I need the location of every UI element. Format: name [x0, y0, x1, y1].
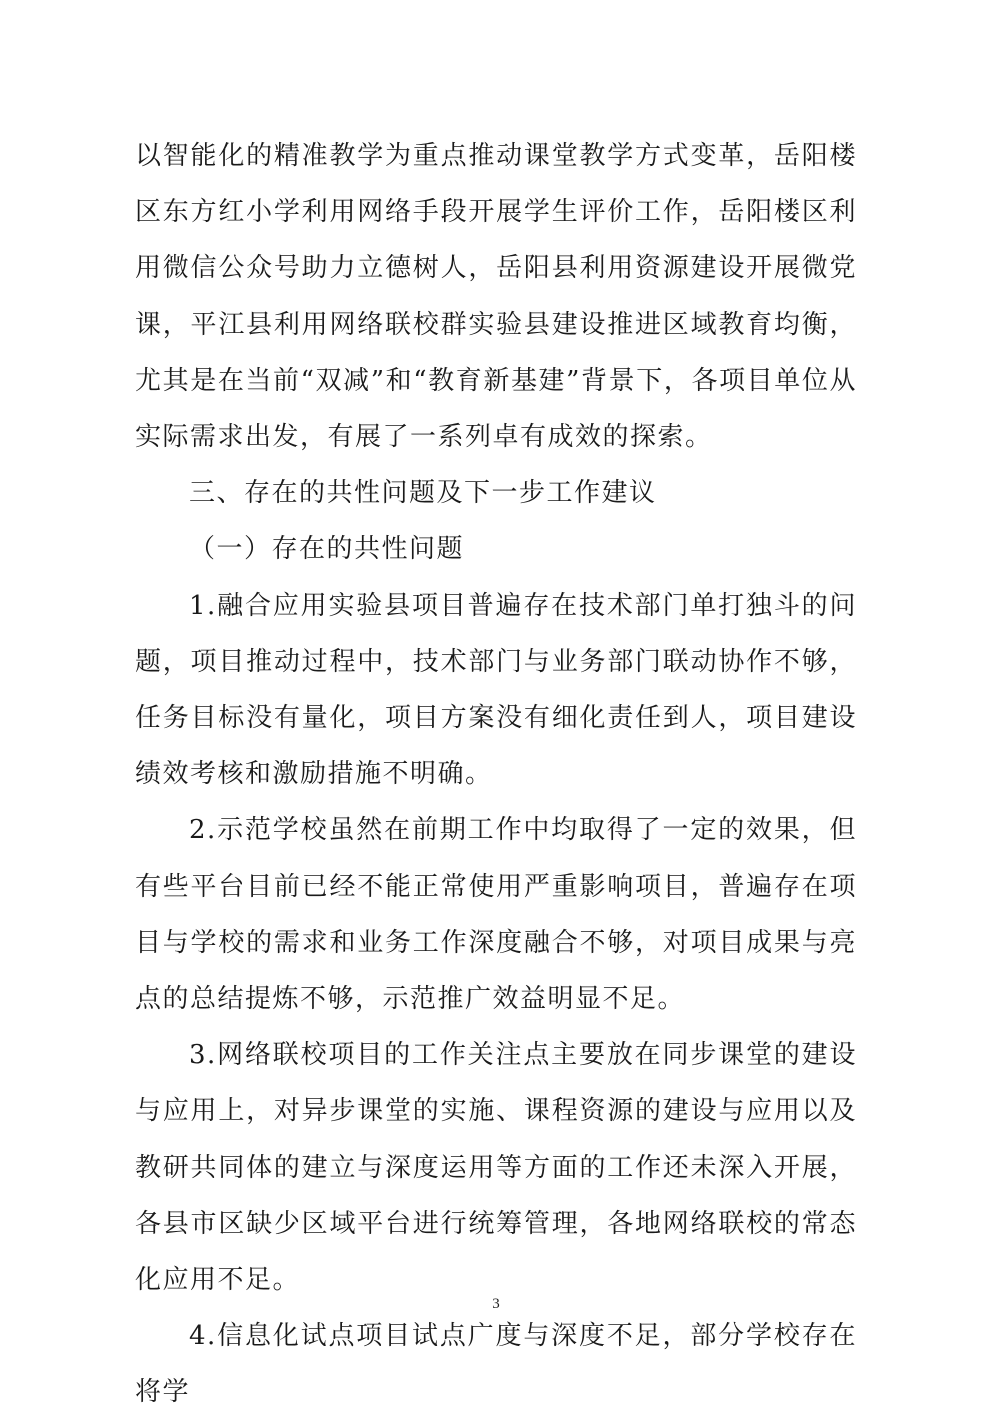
page-number: 3 — [492, 1296, 500, 1312]
document-body — [135, 128, 857, 1421]
paragraph-item-3: 3.网络联校项目的工作关注点主要放在同步课堂的建设与应用上，对异步课堂的实施、课程资源的建设与应用以及教研共同体的建立与深度运用等方面的工作还未深入开展，各县市区缺少区域平台进行统筹管理，各地网络联校的常态化应用不足。 — [135, 1040, 857, 1296]
subsection-heading-1: （一）存在的共性问题 — [189, 534, 465, 565]
paragraph-item-1: 1.融合应用实验县项目普遍存在技术部门单打独斗的问题，项目推动过程中，技术部门与业务部门联动协作不够，任务目标没有量化，项目方案没有细化责任到人，项目建设绩效考核和激励措施不明确。 — [135, 590, 857, 790]
paragraph-continued: 以智能化的精准教学为重点推动课堂教学方式变革，岳阳楼区东方红小学利用网络手段开展学生评价工作，岳阳楼区利用微信公众号助力立德树人，岳阳县利用资源建设开展微党课，平江县利用网络联校群实验县建设推进区域教育均衡，尤其是在当前“双减”和“教育新基建”背景下，各项目单位从实际需求出发，有展了一系列卓有成效的探索。 — [135, 141, 857, 453]
paragraph-item-2: 2.示范学校虽然在前期工作中均取得了一定的效果，但有些平台目前已经不能正常使用严重影响项目，普遍存在项目与学校的需求和业务工作深度融合不够，对项目成果与亮点的总结提炼不够，示范推广效益明显不足。 — [135, 815, 857, 1015]
paragraph-item-4: 4.信息化试点项目试点广度与深度不足，部分学校存在将学 — [135, 1321, 857, 1408]
section-heading-3: 三、存在的共性问题及下一步工作建议 — [189, 478, 657, 509]
